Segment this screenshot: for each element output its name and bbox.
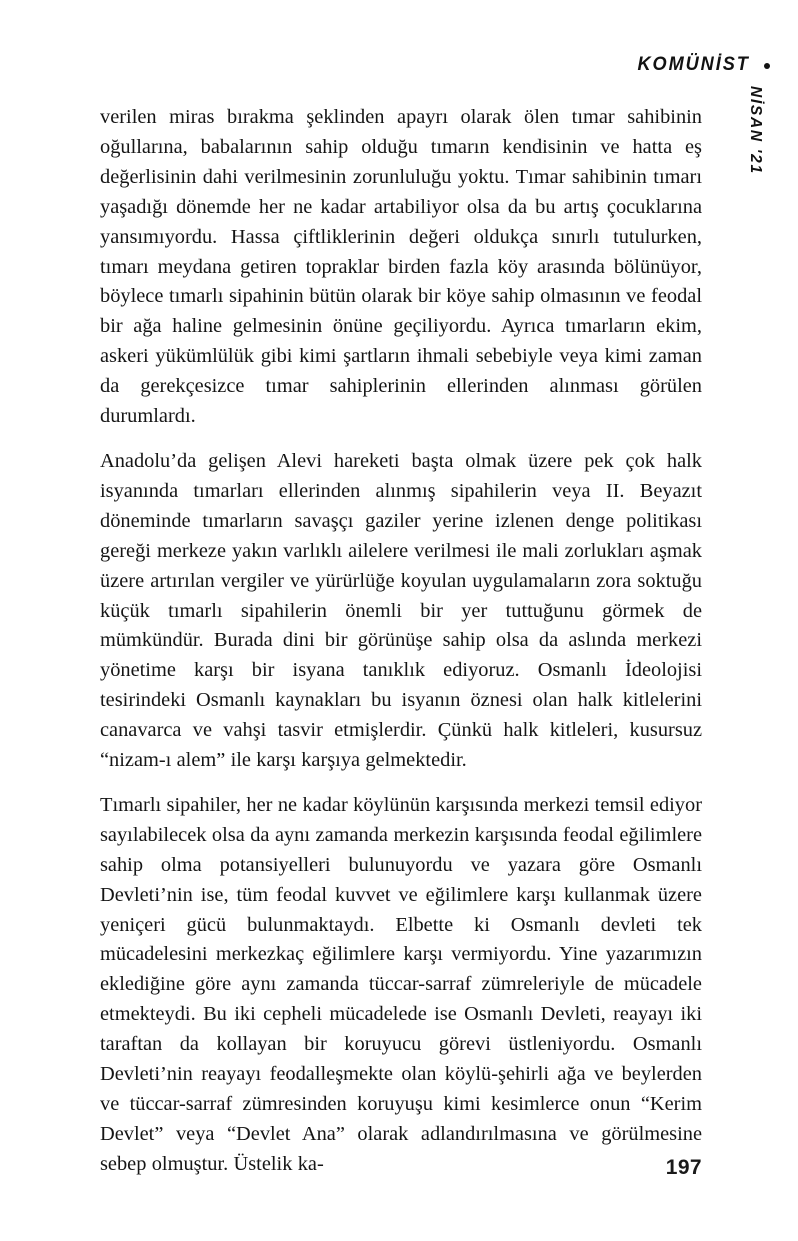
paragraph: Tımarlı sipahiler, her ne kadar köylünün karşısında merkezi temsil ediyor sayılabilecek olsa da aynı zamanda merkezin karşısında feodal eğilimlere sahip olma potansiyelleri bulunuyordu ve yazara göre Osmanlı Devleti’nin ise, tüm feodal kuvvet ve eğilimlere karşı kullanmak üzere yeniçeri gücü bulunmaktaydı. Elbette ki Osmanlı devleti tek mücadelesini merkezkaç eğilimlere karşı vermiyordu. Yine yazarımızın eklediğine göre aynı zamanda tüccar-sarraf zümreleriyle de mücadele etmekteydi. Bu iki cepheli mücadelede ise Osmanlı Devleti, reayayı iki taraftan da kollayan bir koruyucu görevi üstleniyordu. Osmanlı Devleti’nin reayayı feodalleşmekte olan köylü-şehirli ağa ve beylerden ve tüccar-sarraf zümresinden koruyuşu kimi kesimlerce onun “Kerim Devlet” veya “Devlet Ana” olarak adlandırılmasına ve görülmesine sebep olmuştur. Üstelik ka-: [100, 793, 702, 1175]
page-number: 197: [665, 1156, 702, 1179]
running-head: [100, 55, 770, 89]
body-text-column: [100, 103, 702, 1180]
bullet-separator-icon: [764, 63, 770, 69]
publication-title: KOMÜNİST: [637, 53, 750, 75]
issue-date-container: [741, 86, 767, 216]
issue-date-label: NİSAN '21: [747, 86, 764, 175]
paragraph: verilen miras bırakma şeklinden apayrı olarak ölen tımar sahibinin oğullarına, babalarının sahip olduğu tımarın kendisinin ve hatta eş değerlisinin dahi verilmesinin zorunluluğu yoktu. Tımar sahibinin tımarı yaşadığı dönemde her ne kadar artabiliyor olsa da bu artış çocuklarına yansımıyordu. Hassa çiftliklerinin değeri oldukça sınırlı tutulurken, tımarı meydana getiren topraklar birden fazla köy arasında bölünüyor, böylece tımarlı sipahinin bütün olarak bir köye sahip olmasının ve feodal bir ağa haline gelmesinin önüne geçiliyordu. Ayrıca tımarların ekim, askeri yükümlülük gibi kimi şartların ihmali sebebiyle veya kimi zaman da gerekçesizce tımar sahiplerinin ellerinden alınması görülen durumlardı.: [100, 106, 702, 428]
paragraph: Anadolu’da gelişen Alevi hareketi başta olmak üzere pek çok halk isyanında tımarları ellerinden alınmış sipahilerin veya II. Beyazıt döneminde tımarların savaşçı gaziler yerine izlenen denge politikası gereği merkeze yakın varlıklı ailelere verilmesi ile mali zorlukları aşmak üzere artırılan vergiler ve yürürlüğe koyulan uygulamaların zora soktuğu küçük tımarlı sipahilerin önemli bir yer tuttuğunu görmek de mümkündür. Burada dini bir görünüşe sahip olsa da aslında merkezi yönetime karşı bir isyana tanıklık ediyoruz. Osmanlı İdeolojisi tesirindeki Osmanlı kaynakları bu isyanın öznesi olan halk kitlelerini canavarca ve vahşi tasvir etmişlerdir. Çünkü halk kitleleri, kusursuz “nizam-ı alem” ile karşı karşıya gelmektedir.: [100, 449, 702, 772]
